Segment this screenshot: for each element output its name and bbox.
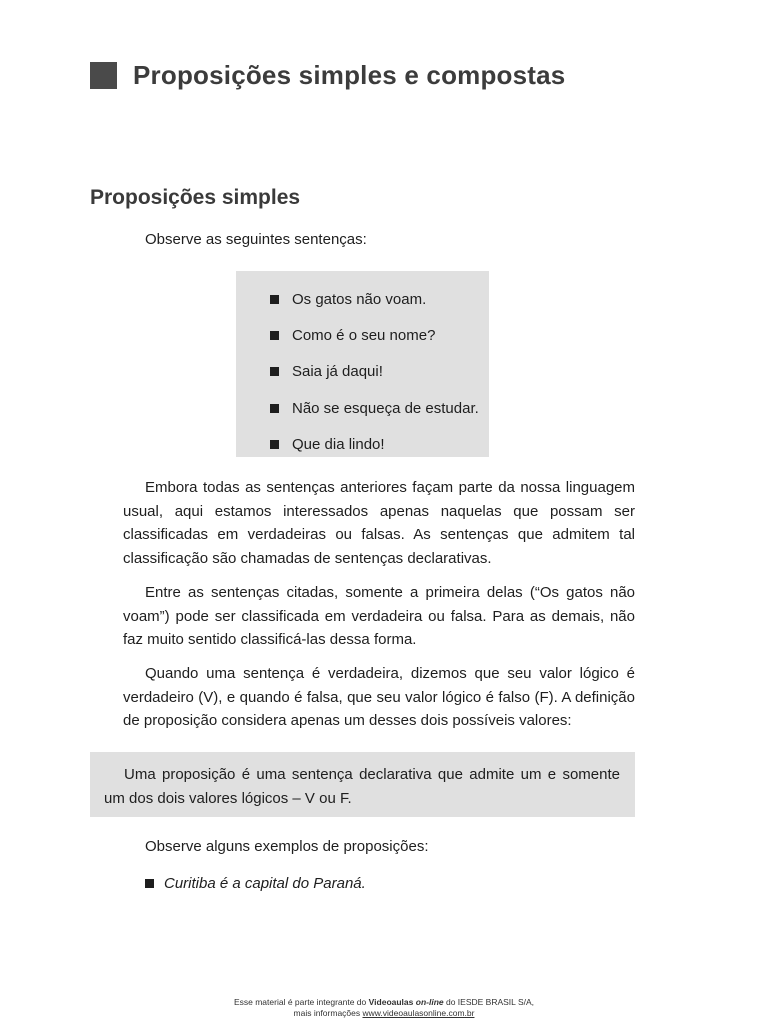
chapter-title <box>90 58 565 92</box>
list-item: Que dia lindo! <box>270 426 479 462</box>
list-item: Como é o seu nome? <box>270 317 479 353</box>
square-bullet-icon <box>270 404 279 413</box>
example-text: Curitiba é a capital do Paraná. <box>164 875 366 892</box>
sentences-list <box>270 281 479 462</box>
body-paragraph: Quando uma sentença é verdadeira, dizemos que seu valor lógico é verdadeiro (V), e quando é falsa, que seu valor lógico é falso (F). A definição de proposição considera apenas um desses dois possíveis valores: <box>123 665 635 729</box>
footer-line-1: Esse material é parte integrante do Videoaulas on-line do IESDE BRASIL S/A, <box>233 997 535 1007</box>
footer-link[interactable]: www.videoaulasonline.com.br <box>362 1008 475 1018</box>
chapter-title-text: Proposições simples e compostas <box>133 59 566 90</box>
intro-text: Observe as seguintes sentenças: <box>145 231 367 248</box>
square-bullet-icon <box>270 295 279 304</box>
footer-brand-italic: on-line <box>415 997 444 1007</box>
footer-brand: Videoaulas <box>368 997 414 1007</box>
examples-intro-text: Observe alguns exemplos de proposições: <box>145 838 429 855</box>
list-item: Saia já daqui! <box>270 354 479 390</box>
list-item: Não se esqueça de estudar. <box>270 390 479 426</box>
definition-box <box>90 752 635 817</box>
footer <box>0 997 768 1019</box>
square-bullet-icon <box>145 879 154 888</box>
sentences-box <box>236 271 489 457</box>
square-bullet-icon <box>270 331 279 340</box>
body-paragraph: Entre as sentenças citadas, somente a primeira delas (“Os gatos não voam”) pode ser classificada em verdadeira ou falsa. Para as demais, não faz muito sentido classificá-las dessa forma. <box>123 584 635 648</box>
square-bullet-icon <box>270 367 279 376</box>
title-square-icon <box>90 62 117 89</box>
section-heading: Proposições simples <box>90 186 301 209</box>
body-paragraph: Embora todas as sentenças anteriores façam parte da nossa linguagem usual, aqui estamos interessados apenas naquelas que possam ser classificadas em verdadeiras ou falsas. As sentenças que admitem tal classificação são chamadas de sentenças declarativas. <box>123 479 635 567</box>
list-item: Os gatos não voam. <box>270 281 479 317</box>
list-item <box>145 872 366 895</box>
definition-text: Uma proposição é uma sentença declarativa que admite um e somente um dos dois valores lógicos – V ou F. <box>104 766 620 807</box>
square-bullet-icon <box>270 440 279 449</box>
footer-line-2: mais informações www.videoaulasonline.com.br <box>293 1008 475 1018</box>
